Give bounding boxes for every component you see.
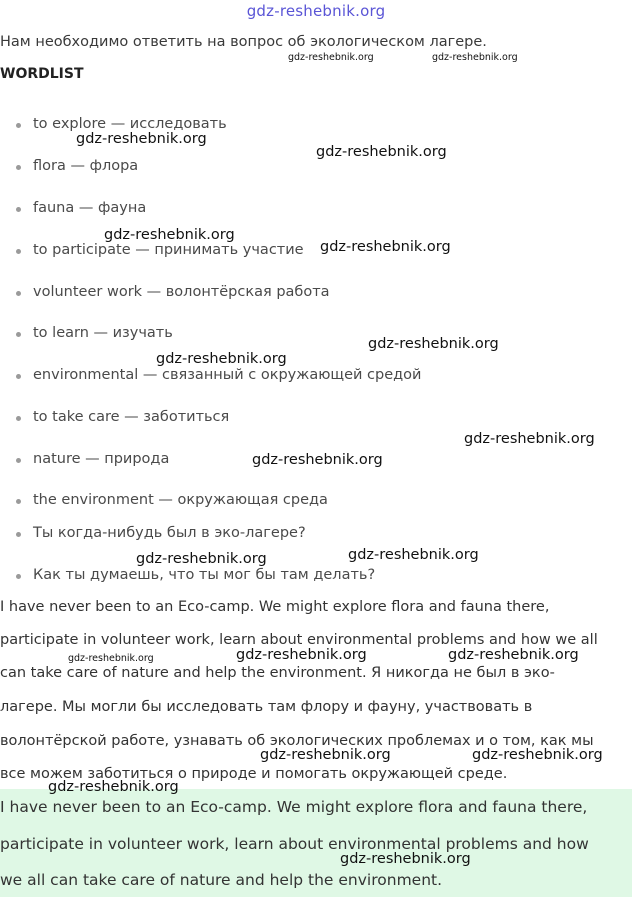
wordlist-item: fauna — фауна	[33, 200, 147, 216]
question-item: Ты когда-нибудь был в эко-лагере?	[33, 525, 306, 541]
watermark: gdz-reshebnik.org	[260, 747, 391, 763]
wordlist-item: to participate — принимать участие	[33, 242, 304, 258]
wordlist-item: to learn — изучать	[33, 325, 173, 341]
wordlist-item: flora — флора	[33, 158, 139, 174]
wordlist-item: volunteer work — волонтёрская работа	[33, 284, 330, 300]
watermark: gdz-reshebnik.org	[68, 653, 154, 664]
watermark: gdz-reshebnik.org	[348, 547, 479, 563]
wordlist-item: to explore — исследовать	[33, 116, 227, 132]
watermark: gdz-reshebnik.org	[156, 351, 287, 367]
watermark: gdz-reshebnik.org	[368, 336, 499, 352]
watermark: gdz-reshebnik.org	[252, 452, 383, 468]
question-item: Как ты думаешь, что ты мог бы там делать?	[33, 567, 376, 583]
wordlist-item: to take care — заботиться	[33, 409, 230, 425]
watermark: gdz-reshebnik.org	[432, 52, 518, 63]
watermark: gdz-reshebnik.org	[320, 239, 451, 255]
intro-text: Нам необходимо ответить на вопрос об экологическом лагере.	[0, 34, 487, 50]
paragraph-line: participate in volunteer work, learn about environmental problems and how we all	[0, 632, 598, 648]
watermark: gdz-reshebnik.org	[288, 52, 374, 63]
site-header-link[interactable]: gdz-reshebnik.org	[246, 2, 386, 20]
paragraph-line: can take care of nature and help the environment. Я никогда не был в эко-	[0, 665, 555, 681]
wordlist-heading: WORDLIST	[0, 66, 84, 82]
wordlist-item: environmental — связанный с окружающей средой	[33, 367, 422, 383]
answer-line: participate in volunteer work, learn about environmental problems and how	[0, 835, 589, 853]
watermark: gdz-reshebnik.org	[472, 747, 603, 763]
wordlist-item: nature — природа	[33, 451, 170, 467]
watermark: gdz-reshebnik.org	[236, 647, 367, 663]
watermark: gdz-reshebnik.org	[340, 851, 471, 867]
answer-line: I have never been to an Eco-camp. We might explore flora and fauna there,	[0, 798, 588, 816]
paragraph-line: все можем заботиться о природе и помогать окружающей среде.	[0, 766, 508, 782]
paragraph-line: волонтёрской работе, узнавать об экологических проблемах и о том, как мы	[0, 733, 594, 749]
watermark: gdz-reshebnik.org	[136, 551, 267, 567]
watermark: gdz-reshebnik.org	[48, 779, 179, 795]
watermark: gdz-reshebnik.org	[464, 431, 595, 447]
paragraph-line: I have never been to an Eco-camp. We might explore flora and fauna there,	[0, 599, 550, 615]
watermark: gdz-reshebnik.org	[316, 144, 447, 160]
watermark: gdz-reshebnik.org	[76, 131, 207, 147]
watermark: gdz-reshebnik.org	[448, 647, 579, 663]
wordlist-item: the environment — окружающая среда	[33, 492, 328, 508]
paragraph-line: лагере. Мы могли бы исследовать там флору и фауну, участвовать в	[0, 699, 533, 715]
answer-line: we all can take care of nature and help the environment.	[0, 871, 443, 889]
watermark: gdz-reshebnik.org	[104, 227, 235, 243]
